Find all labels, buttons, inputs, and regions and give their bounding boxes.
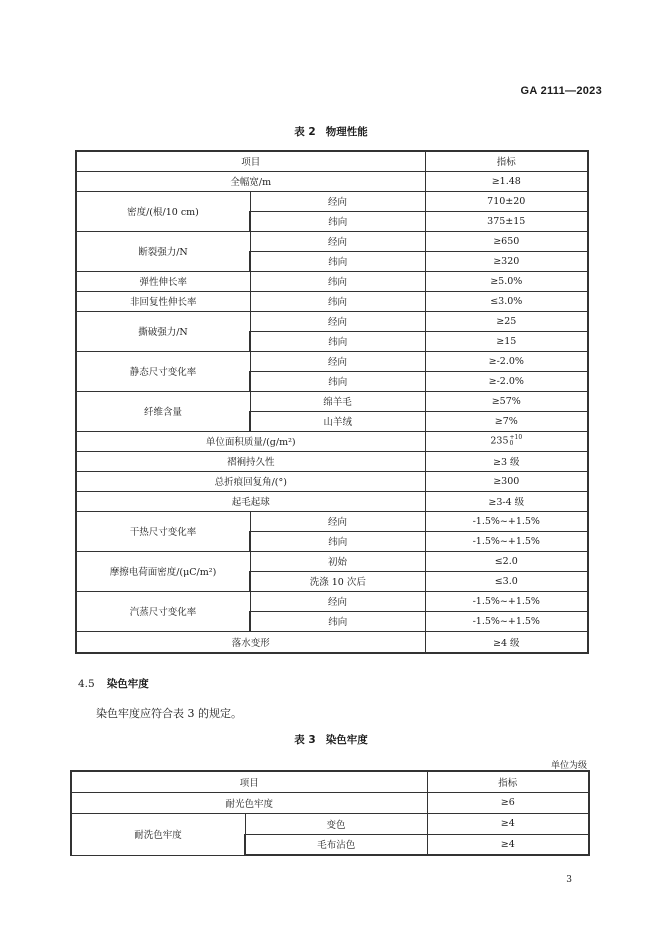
light-fastness-value: ≥6 — [427, 792, 589, 813]
value-full-width: ≥1.48 — [425, 171, 588, 191]
row-label-pilling: 起毛起球 — [76, 491, 425, 511]
row-label-breaking-strength: 断裂强力/N — [76, 231, 250, 271]
row-label-static-dim-change: 静态尺寸变化率 — [76, 351, 250, 391]
wash-color-change-label: 变色 — [245, 813, 427, 834]
static-warp-label: 经向 — [250, 351, 425, 371]
static-weft-label: 纬向 — [250, 371, 425, 391]
fiber-wool-value: ≥57% — [425, 391, 588, 411]
row-label-elastic-elongation: 弹性伸长率 — [76, 271, 250, 291]
crease-recovery-value: ≥300 — [425, 471, 588, 491]
tearing-warp-value: ≥25 — [425, 311, 588, 331]
table-row — [76, 311, 588, 331]
body-paragraph: 染色牢度应符合表 3 的规定。 — [96, 707, 242, 720]
page-number: 3 — [566, 875, 572, 885]
col-header-item: 项目 — [71, 771, 427, 792]
row-label-pleat-durability: 褶裥持久性 — [76, 451, 425, 471]
density-weft-value: 375±15 — [425, 211, 588, 231]
col-header-index: 指标 — [425, 151, 588, 171]
density-warp-label: 经向 — [250, 191, 425, 211]
dry-heat-warp-value: -1.5%~+1.5% — [425, 511, 588, 531]
static-weft-value: ≥-2.0% — [425, 371, 588, 391]
fiber-wool-label: 绵羊毛 — [250, 391, 425, 411]
friction-washed-value: ≤3.0 — [425, 571, 588, 591]
col-header-index: 指标 — [427, 771, 589, 792]
row-label-light-fastness: 耐光色牢度 — [71, 792, 427, 813]
unit-area-mass-base: 235 — [490, 435, 509, 447]
section-title: 染色牢度 — [106, 678, 149, 690]
row-label-water-spotting: 落水变形 — [76, 631, 425, 653]
section-heading — [78, 676, 149, 691]
friction-initial-value: ≤2.0 — [425, 551, 588, 571]
row-label-dry-heat-dim-change: 干热尺寸变化率 — [76, 511, 250, 551]
table-row — [76, 391, 588, 411]
unit-area-mass-tolerance — [510, 435, 523, 447]
table3-title — [0, 732, 662, 747]
dry-heat-weft-label: 纬向 — [250, 531, 425, 551]
standard-code: GA 2111—2023 — [520, 85, 602, 97]
tearing-warp-label: 经向 — [250, 311, 425, 331]
breaking-warp-label: 经向 — [250, 231, 425, 251]
breaking-weft-label: 纬向 — [250, 251, 425, 271]
steam-weft-value: -1.5%~+1.5% — [425, 611, 588, 631]
tearing-weft-label: 纬向 — [250, 331, 425, 351]
tolerance-minus: 0 — [509, 440, 514, 447]
pilling-value: ≥3-4 级 — [425, 491, 588, 511]
physical-properties-table — [75, 150, 589, 654]
wash-staining-value: ≥4 — [427, 834, 589, 855]
row-label-crease-recovery: 总折痕回复角/(°) — [76, 471, 425, 491]
unit-area-mass-value — [425, 431, 588, 451]
steam-warp-value: -1.5%~+1.5% — [425, 591, 588, 611]
table-row — [71, 792, 589, 813]
row-label-wash-fastness: 耐洗色牢度 — [71, 813, 245, 855]
tearing-weft-value: ≥15 — [425, 331, 588, 351]
friction-washed-label: 洗涤 10 次后 — [250, 571, 425, 591]
table-row — [71, 813, 589, 834]
table-row — [76, 591, 588, 611]
table-row — [76, 511, 588, 531]
table2-title-text: 物理性能 — [325, 126, 368, 138]
row-label-full-width: 全幅宽/m — [76, 171, 425, 191]
table-row — [76, 491, 588, 511]
table-header-row — [71, 771, 589, 792]
nonrecovery-value: ≤3.0% — [425, 291, 588, 311]
dry-heat-warp-label: 经向 — [250, 511, 425, 531]
density-weft-label: 纬向 — [250, 211, 425, 231]
row-label-fiber-content: 纤维含量 — [76, 391, 250, 431]
table3-title-number: 表 3 — [294, 734, 316, 746]
unit-note: 单位为级 — [550, 761, 587, 771]
elastic-dir-label: 纬向 — [250, 271, 425, 291]
wash-staining-label: 毛布沾色 — [245, 834, 427, 855]
table-row — [76, 451, 588, 471]
row-label-tearing-strength: 撕破强力/N — [76, 311, 250, 351]
friction-initial-label: 初始 — [250, 551, 425, 571]
static-warp-value: ≥-2.0% — [425, 351, 588, 371]
table-row — [76, 631, 588, 653]
table2-title — [0, 124, 662, 139]
row-label-nonrecovery-elongation: 非回复性伸长率 — [76, 291, 250, 311]
tolerance-plus: +10 — [509, 434, 523, 441]
fiber-cashmere-label: 山羊绒 — [250, 411, 425, 431]
table-row — [76, 551, 588, 571]
steam-weft-label: 纬向 — [250, 611, 425, 631]
table2-title-number: 表 2 — [294, 126, 316, 138]
elastic-value: ≥5.0% — [425, 271, 588, 291]
color-fastness-table — [70, 770, 590, 856]
row-label-steam-dim-change: 汽蒸尺寸变化率 — [76, 591, 250, 631]
table-row — [76, 191, 588, 211]
table-row — [76, 231, 588, 251]
table-row — [76, 471, 588, 491]
fiber-cashmere-value: ≥7% — [425, 411, 588, 431]
nonrecovery-dir-label: 纬向 — [250, 291, 425, 311]
row-label-density: 密度/(根/10 cm) — [76, 191, 250, 231]
breaking-warp-value: ≥650 — [425, 231, 588, 251]
table-row — [76, 291, 588, 311]
steam-warp-label: 经向 — [250, 591, 425, 611]
table3-title-text: 染色牢度 — [325, 734, 368, 746]
breaking-weft-value: ≥320 — [425, 251, 588, 271]
table-row — [76, 431, 588, 451]
density-warp-value: 710±20 — [425, 191, 588, 211]
water-spotting-value: ≥4 级 — [425, 631, 588, 653]
row-label-unit-area-mass: 单位面积质量/(g/m²) — [76, 431, 425, 451]
table-row — [76, 351, 588, 371]
section-number: 4.5 — [78, 678, 95, 690]
table-header-row — [76, 151, 588, 171]
table-row — [76, 171, 588, 191]
pleat-durability-value: ≥3 级 — [425, 451, 588, 471]
dry-heat-weft-value: -1.5%~+1.5% — [425, 531, 588, 551]
row-label-friction-charge: 摩擦电荷面密度/(μC/m²) — [76, 551, 250, 591]
col-header-item: 项目 — [76, 151, 425, 171]
wash-color-change-value: ≥4 — [427, 813, 589, 834]
table-row — [76, 271, 588, 291]
